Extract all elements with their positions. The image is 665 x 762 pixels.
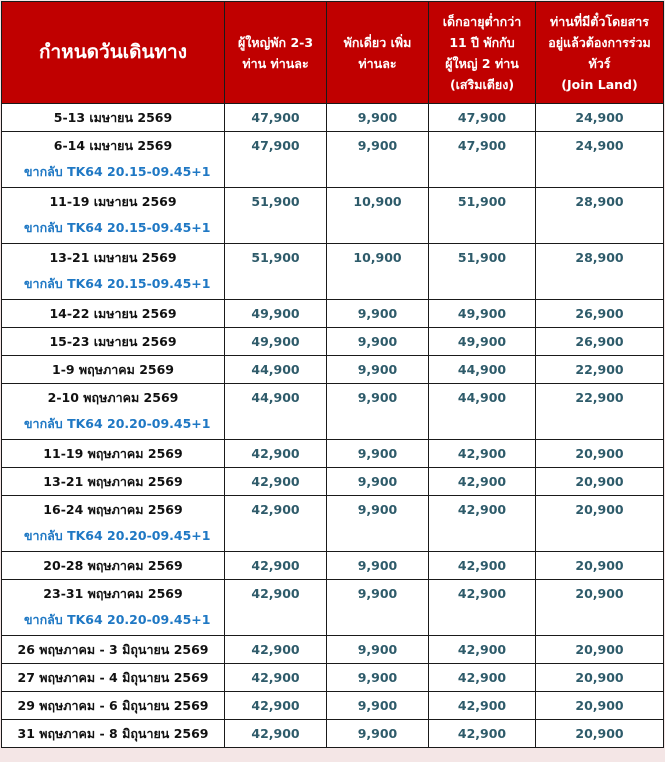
travel-date: 11-19 พฤษภาคม 2569 bbox=[43, 446, 183, 461]
table-row bbox=[2, 328, 664, 356]
single-supplement-cell: 9,900 bbox=[327, 636, 429, 664]
header-adult-line: ท่าน ท่านละ bbox=[242, 55, 309, 71]
adult-price-cell: 47,900 bbox=[225, 104, 327, 132]
join-land-price-cell: 20,900 bbox=[536, 440, 664, 468]
table-row bbox=[2, 104, 664, 132]
adult-price-cell: 51,900 bbox=[225, 188, 327, 244]
table-row bbox=[2, 440, 664, 468]
header-join-land-line: ท่านที่มีตั๋วโดยสาร bbox=[550, 13, 649, 29]
single-supplement-cell: 9,900 bbox=[327, 440, 429, 468]
header-join-land-line: (Join Land) bbox=[561, 76, 638, 92]
adult-price-cell: 44,900 bbox=[225, 384, 327, 440]
single-supplement-cell: 9,900 bbox=[327, 328, 429, 356]
child-price-cell: 51,900 bbox=[429, 244, 536, 300]
date-cell bbox=[2, 664, 225, 692]
travel-date: 15-23 เมษายน 2569 bbox=[49, 334, 177, 349]
header-join-land-line: อยู่แล้วต้องการร่วม bbox=[548, 34, 651, 50]
header-single-line: ท่านละ bbox=[358, 55, 397, 71]
child-price-cell: 49,900 bbox=[429, 328, 536, 356]
table-row bbox=[2, 244, 664, 300]
child-price-cell: 51,900 bbox=[429, 188, 536, 244]
header-child-line: เด็กอายุต่ำกว่า bbox=[442, 13, 522, 29]
join-land-price-cell: 20,900 bbox=[536, 720, 664, 748]
tour-price-table bbox=[1, 1, 664, 748]
join-land-price-cell: 26,900 bbox=[536, 328, 664, 356]
table-row bbox=[2, 720, 664, 748]
header-adult-price bbox=[225, 2, 327, 104]
adult-price-cell: 42,900 bbox=[225, 468, 327, 496]
travel-date: 29 พฤษภาคม - 6 มิถุนายน 2569 bbox=[17, 698, 209, 713]
join-land-price-cell: 20,900 bbox=[536, 552, 664, 580]
date-cell bbox=[2, 244, 225, 300]
adult-price-cell: 49,900 bbox=[225, 300, 327, 328]
adult-price-cell: 47,900 bbox=[225, 132, 327, 188]
travel-date: 6-14 เมษายน 2569 bbox=[53, 138, 173, 153]
header-travel-dates-label: กำหนดวันเดินทาง bbox=[39, 41, 187, 63]
table-row bbox=[2, 384, 664, 440]
adult-price-cell: 49,900 bbox=[225, 328, 327, 356]
travel-date: 13-21 พฤษภาคม 2569 bbox=[43, 474, 183, 489]
join-land-price-cell: 22,900 bbox=[536, 356, 664, 384]
travel-date: 5-13 เมษายน 2569 bbox=[53, 110, 173, 125]
table-row bbox=[2, 580, 664, 636]
return-flight-note: ขากลับ TK64 20.15-09.45+1 bbox=[24, 164, 211, 179]
join-land-price-cell: 28,900 bbox=[536, 188, 664, 244]
date-cell bbox=[2, 636, 225, 664]
travel-date: 11-19 เมษายน 2569 bbox=[49, 194, 177, 209]
travel-date: 27 พฤษภาคม - 4 มิถุนายน 2569 bbox=[17, 670, 209, 685]
header-child-line: 11 ปี พักกับ bbox=[449, 34, 515, 50]
single-supplement-cell: 10,900 bbox=[327, 244, 429, 300]
join-land-price-cell: 20,900 bbox=[536, 468, 664, 496]
date-cell bbox=[2, 692, 225, 720]
date-cell bbox=[2, 384, 225, 440]
child-price-cell: 42,900 bbox=[429, 440, 536, 468]
date-cell bbox=[2, 104, 225, 132]
table-row bbox=[2, 132, 664, 188]
adult-price-cell: 42,900 bbox=[225, 440, 327, 468]
table-row bbox=[2, 300, 664, 328]
date-cell bbox=[2, 580, 225, 636]
date-cell bbox=[2, 356, 225, 384]
join-land-price-cell: 24,900 bbox=[536, 104, 664, 132]
table-row bbox=[2, 188, 664, 244]
join-land-price-cell: 20,900 bbox=[536, 692, 664, 720]
adult-price-cell: 42,900 bbox=[225, 664, 327, 692]
travel-date: 14-22 เมษายน 2569 bbox=[49, 306, 177, 321]
travel-date: 1-9 พฤษภาคม 2569 bbox=[52, 362, 174, 377]
return-flight-note: ขากลับ TK64 20.20-09.45+1 bbox=[24, 612, 211, 627]
single-supplement-cell: 9,900 bbox=[327, 580, 429, 636]
single-supplement-cell: 9,900 bbox=[327, 132, 429, 188]
travel-date: 31 พฤษภาคม - 8 มิถุนายน 2569 bbox=[17, 726, 209, 741]
join-land-price-cell: 26,900 bbox=[536, 300, 664, 328]
header-row bbox=[2, 2, 664, 104]
join-land-price-cell: 24,900 bbox=[536, 132, 664, 188]
join-land-price-cell: 20,900 bbox=[536, 580, 664, 636]
join-land-price-cell: 20,900 bbox=[536, 496, 664, 552]
return-flight-note: ขากลับ TK64 20.15-09.45+1 bbox=[24, 220, 211, 235]
single-supplement-cell: 9,900 bbox=[327, 468, 429, 496]
adult-price-cell: 42,900 bbox=[225, 636, 327, 664]
date-cell bbox=[2, 720, 225, 748]
single-supplement-cell: 9,900 bbox=[327, 496, 429, 552]
date-cell bbox=[2, 132, 225, 188]
adult-price-cell: 42,900 bbox=[225, 720, 327, 748]
travel-date: 23-31 พฤษภาคม 2569 bbox=[43, 586, 183, 601]
table-row bbox=[2, 496, 664, 552]
child-price-cell: 42,900 bbox=[429, 580, 536, 636]
single-supplement-cell: 10,900 bbox=[327, 188, 429, 244]
single-supplement-cell: 9,900 bbox=[327, 552, 429, 580]
child-price-cell: 47,900 bbox=[429, 104, 536, 132]
child-price-cell: 42,900 bbox=[429, 720, 536, 748]
table-row bbox=[2, 356, 664, 384]
single-supplement-cell: 9,900 bbox=[327, 692, 429, 720]
travel-date: 2-10 พฤษภาคม 2569 bbox=[47, 390, 179, 405]
header-single-supplement bbox=[327, 2, 429, 104]
child-price-cell: 42,900 bbox=[429, 552, 536, 580]
child-price-cell: 42,900 bbox=[429, 692, 536, 720]
table-row bbox=[2, 664, 664, 692]
table-row bbox=[2, 468, 664, 496]
table-row bbox=[2, 636, 664, 664]
child-price-cell: 47,900 bbox=[429, 132, 536, 188]
header-travel-dates bbox=[2, 2, 225, 104]
child-price-cell: 42,900 bbox=[429, 468, 536, 496]
adult-price-cell: 42,900 bbox=[225, 692, 327, 720]
travel-date: 26 พฤษภาคม - 3 มิถุนายน 2569 bbox=[17, 642, 209, 657]
date-cell bbox=[2, 188, 225, 244]
header-single-line: พักเดี่ยว เพิ่ม bbox=[343, 34, 412, 50]
header-child-price bbox=[429, 2, 536, 104]
child-price-cell: 42,900 bbox=[429, 636, 536, 664]
date-cell bbox=[2, 328, 225, 356]
join-land-price-cell: 20,900 bbox=[536, 636, 664, 664]
date-cell bbox=[2, 300, 225, 328]
header-join-land-price bbox=[536, 2, 664, 104]
date-cell bbox=[2, 468, 225, 496]
join-land-price-cell: 22,900 bbox=[536, 384, 664, 440]
date-cell bbox=[2, 496, 225, 552]
single-supplement-cell: 9,900 bbox=[327, 300, 429, 328]
child-price-cell: 44,900 bbox=[429, 356, 536, 384]
join-land-price-cell: 20,900 bbox=[536, 664, 664, 692]
travel-date: 16-24 พฤษภาคม 2569 bbox=[43, 502, 183, 517]
adult-price-cell: 42,900 bbox=[225, 580, 327, 636]
date-cell bbox=[2, 552, 225, 580]
table-body bbox=[2, 104, 664, 748]
adult-price-cell: 44,900 bbox=[225, 356, 327, 384]
adult-price-cell: 42,900 bbox=[225, 552, 327, 580]
adult-price-cell: 51,900 bbox=[225, 244, 327, 300]
header-join-land-line: ทัวร์ bbox=[588, 55, 611, 71]
travel-date: 20-28 พฤษภาคม 2569 bbox=[43, 558, 183, 573]
table-row bbox=[2, 552, 664, 580]
single-supplement-cell: 9,900 bbox=[327, 384, 429, 440]
single-supplement-cell: 9,900 bbox=[327, 720, 429, 748]
return-flight-note: ขากลับ TK64 20.20-09.45+1 bbox=[24, 528, 211, 543]
child-price-cell: 44,900 bbox=[429, 384, 536, 440]
header-adult-line: ผู้ใหญ่พัก 2-3 bbox=[237, 34, 314, 50]
table-header bbox=[2, 2, 664, 104]
header-child-line: ผู้ใหญ่ 2 ท่าน bbox=[445, 55, 519, 71]
header-child-line: (เสริมเตียง) bbox=[449, 76, 515, 92]
date-cell bbox=[2, 440, 225, 468]
return-flight-note: ขากลับ TK64 20.15-09.45+1 bbox=[24, 276, 211, 291]
travel-date: 13-21 เมษายน 2569 bbox=[49, 250, 177, 265]
single-supplement-cell: 9,900 bbox=[327, 356, 429, 384]
child-price-cell: 42,900 bbox=[429, 496, 536, 552]
single-supplement-cell: 9,900 bbox=[327, 664, 429, 692]
child-price-cell: 49,900 bbox=[429, 300, 536, 328]
adult-price-cell: 42,900 bbox=[225, 496, 327, 552]
return-flight-note: ขากลับ TK64 20.20-09.45+1 bbox=[24, 416, 211, 431]
single-supplement-cell: 9,900 bbox=[327, 104, 429, 132]
join-land-price-cell: 28,900 bbox=[536, 244, 664, 300]
table-row bbox=[2, 692, 664, 720]
child-price-cell: 42,900 bbox=[429, 664, 536, 692]
